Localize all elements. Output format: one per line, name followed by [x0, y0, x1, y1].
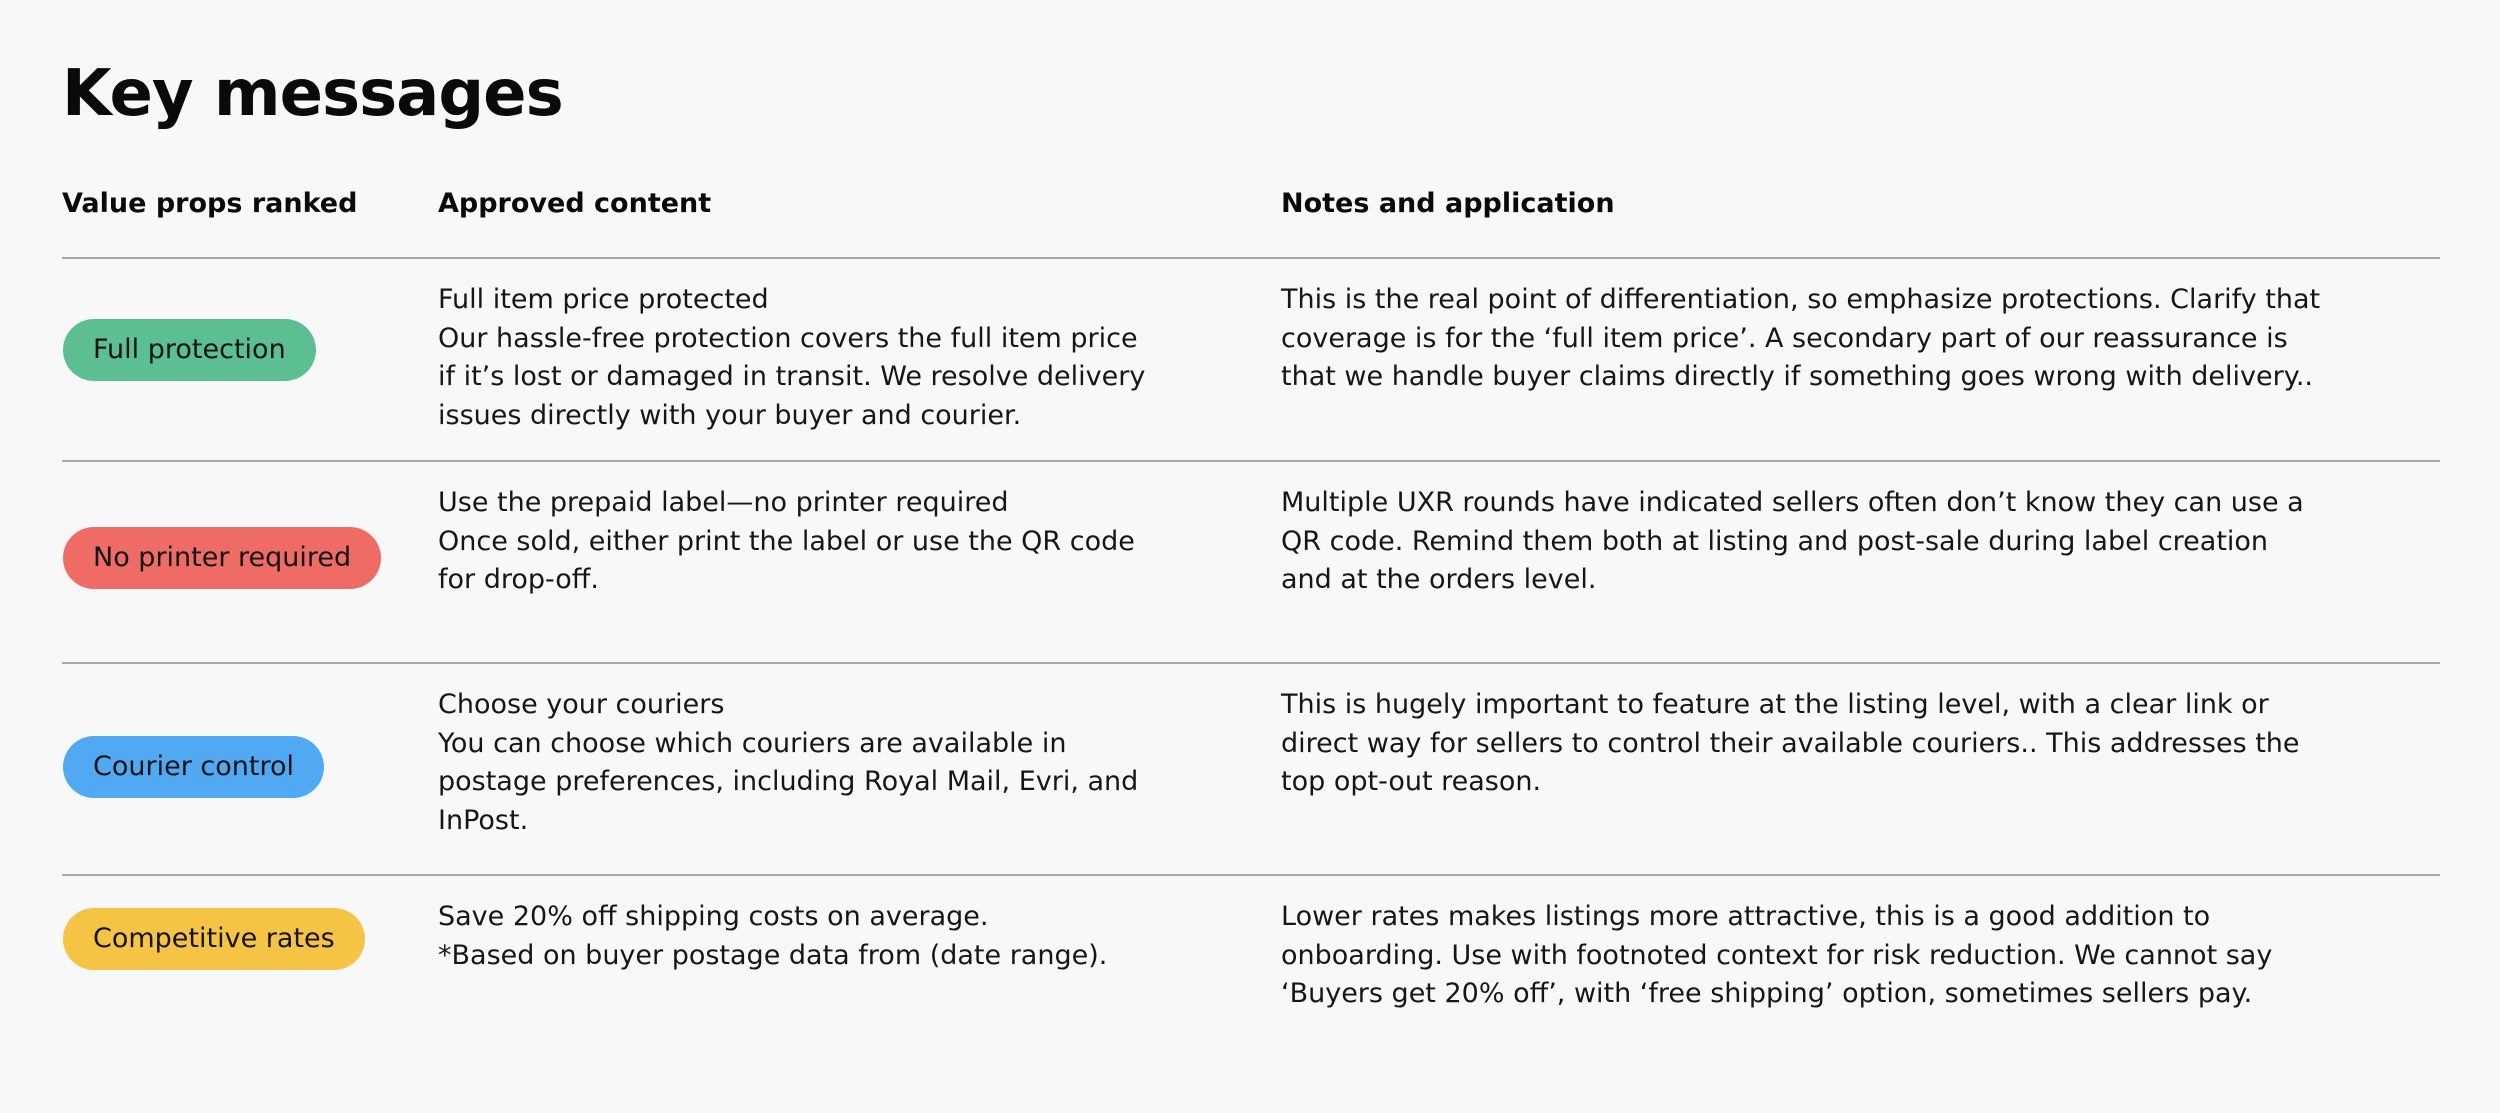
- column-header-notes: Notes and application: [1281, 188, 1615, 219]
- notes-line: direct way for sellers to control their available couriers.. This addresses the: [1281, 727, 2300, 759]
- key-messages-page: [62, 0, 2440, 1113]
- notes-line: that we handle buyer claims directly if something goes wrong with delivery..: [1281, 361, 2313, 392]
- table-header-row: [62, 184, 2440, 224]
- notes-line: and at the orders level.: [1281, 564, 1597, 595]
- table-row: [62, 460, 2440, 662]
- page-title: Key messages: [62, 57, 563, 131]
- notes-line: This is the real point of differentiation, so emphasize protections. Clarify that: [1281, 284, 2321, 315]
- notes-cell: [1281, 484, 2411, 600]
- approved-content-line: Choose your couriers: [438, 689, 725, 720]
- approved-content-line: Full item price protected: [438, 284, 769, 315]
- value-prop-pill-full-protection: Full protection: [63, 319, 316, 381]
- approved-content-cell: [438, 281, 1198, 435]
- table-row: [62, 257, 2440, 460]
- approved-content-line: issues directly with your buyer and courier.: [438, 399, 1022, 431]
- approved-content-line: *Based on buyer postage data from (date range).: [438, 939, 1108, 971]
- column-header-value-props: Value props ranked: [62, 188, 358, 219]
- table-row: [62, 874, 2440, 1054]
- notes-line: This is hugely important to feature at the listing level, with a clear link or: [1281, 689, 2269, 720]
- notes-cell: [1281, 898, 2411, 1014]
- notes-line: Multiple UXR rounds have indicated sellers often don’t know they can use a: [1281, 487, 2304, 518]
- approved-content-line: postage preferences, including Royal Mail, Evri, and: [438, 766, 1139, 797]
- approved-content-line: if it’s lost or damaged in transit. We resolve delivery: [438, 361, 1146, 392]
- notes-line: Lower rates makes listings more attractive, this is a good addition to: [1281, 901, 2211, 932]
- notes-cell: [1281, 281, 2411, 397]
- notes-line: onboarding. Use with footnoted context for risk reduction. We cannot say: [1281, 939, 2273, 971]
- notes-line: top opt-out reason.: [1281, 766, 1542, 797]
- approved-content-cell: [438, 484, 1198, 600]
- column-header-approved-content: Approved content: [438, 188, 712, 219]
- notes-line: QR code. Remind them both at listing and post-sale during label creation: [1281, 525, 2269, 557]
- value-prop-pill-courier-control: Courier control: [63, 736, 324, 798]
- approved-content-line: Our hassle-free protection covers the full item price: [438, 322, 1138, 354]
- value-prop-pill-no-printer-required: No printer required: [63, 527, 381, 589]
- approved-content-line: Save 20% off shipping costs on average.: [438, 901, 989, 932]
- approved-content-line: Use the prepaid label—no printer required: [438, 487, 1009, 518]
- approved-content-line: for drop-off.: [438, 564, 599, 595]
- approved-content-line: You can choose which couriers are available in: [438, 727, 1067, 759]
- approved-content-cell: [438, 686, 1198, 840]
- notes-cell: [1281, 686, 2411, 802]
- approved-content-line: InPost.: [438, 804, 529, 836]
- messages-table: [62, 257, 2440, 1054]
- approved-content-line: Once sold, either print the label or use the QR code: [438, 525, 1135, 557]
- notes-line: ‘Buyers get 20% off’, with ‘free shipping’ option, sometimes sellers pay.: [1281, 978, 2253, 1009]
- approved-content-cell: [438, 898, 1198, 975]
- notes-line: coverage is for the ‘full item price’. A secondary part of our reassurance is: [1281, 322, 2288, 354]
- value-prop-pill-competitive-rates: Competitive rates: [63, 908, 365, 970]
- table-row: [62, 662, 2440, 874]
